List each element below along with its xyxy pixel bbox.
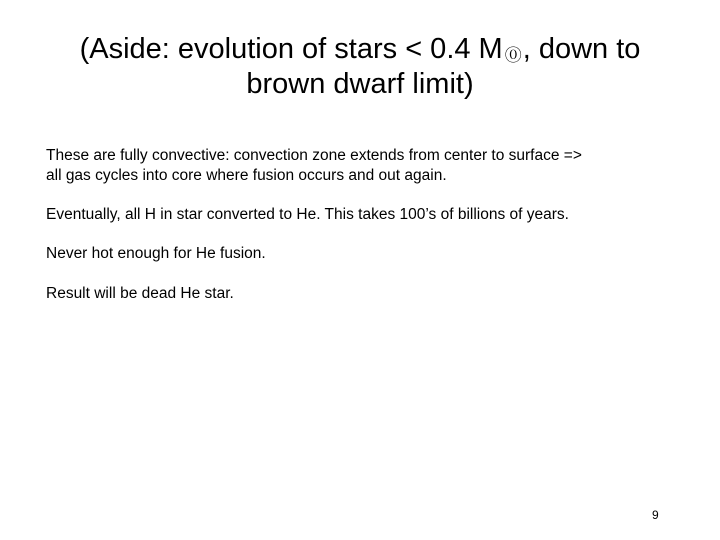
paragraph-no-he-fusion: Never hot enough for He fusion.: [46, 245, 266, 263]
slide-title-part-1: (Aside: evolution of stars < 0.4 M: [79, 33, 503, 65]
page-number: 9: [652, 508, 659, 522]
slide-body: [46, 146, 686, 323]
solar-symbol-icon: ⓪: [504, 46, 522, 65]
slide-title: [40, 32, 680, 102]
paragraph-convection: These are fully convective: convection zone extends from center to surface => all gas cycles into core where fusion occurs and out again.: [46, 147, 582, 185]
paragraph-dead-he-star: Result will be dead He star.: [46, 284, 234, 302]
slide-title-part-2: , down to brown dwarf limit): [246, 33, 641, 100]
paragraph-h-to-he: Eventually, all H in star converted to He. This takes 100’s of billions of years.: [46, 206, 569, 224]
